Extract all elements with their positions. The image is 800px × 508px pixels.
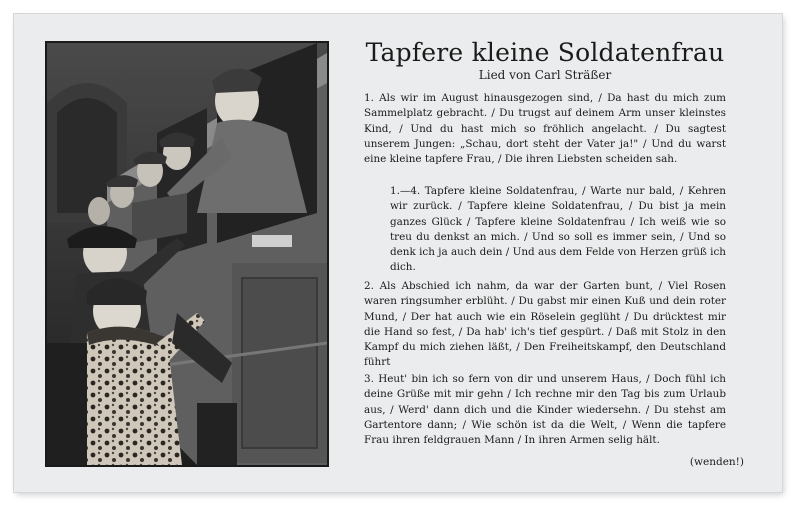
verse-3: 3. Heut' bin ich so fern von dir und unserem Haus, / Doch fühl ich deine Grüße mit mir gehn / Ich rechne mir den Tag bis zum Urlaub aus, / Werd' dann dich und die Kinder wiedersehn. / Du stehst am Gartentore dann; / Wie schön ist da die Welt, / Wenn die tapfere Frau ihren feldgrauen Mann / In ihren Armen selig hält. bbox=[364, 373, 726, 447]
song-title: Tapfere kleine Soldatenfrau bbox=[365, 38, 725, 67]
song-subtitle: Lied von Carl Sträßer bbox=[478, 68, 612, 82]
farewell-photo-illustration bbox=[47, 43, 327, 465]
turn-over-note: (wenden!) bbox=[689, 456, 744, 468]
photo-soldiers-farewell bbox=[45, 41, 329, 467]
verse-2: 2. Als Abschied ich nahm, da war der Garten bunt, / Viel Rosen waren ringsumher erblüht. / Du gabst mir einen Kuß und dein roter Mund, / Der hat auch wie ein Röselein geglüht / Du drücktest mir die Hand so fest, / Da hab' ich's tief gespürt. / Daß mit Stolz in den Kampf du mich ziehen läßt, / Den Freiheitskampf, den Deutschland führt bbox=[364, 280, 726, 369]
refrain: 1.—4. Tapfere kleine Soldatenfrau, / Warte nur bald, / Kehren wir zurück. / Tapfere kleine Soldatenfrau, / Du bist ja mein ganzes Glück / Tapfere kleine Soldatenfrau / Ich weiß wie so treu du denkst an mich. / Und so soll es immer sein, / Und so denk ich ja auch dein / Und aus dem Felde von Herzen grüß ich dich. bbox=[390, 185, 726, 274]
verse-1: 1. Als wir im August hinausgezogen sind, / Da hast du mich zum Sammelplatz gebracht. / Du trugst auf deinem Arm unser kleinstes Kind, / Und du hast mich so fröhlich angelacht. / Du sagtest unserem Jungen: „Schau, dort steht der Vater ja!" / Und du warst eine kleine tapfere Frau, / Die ihren Liebsten scheiden sah. bbox=[364, 92, 726, 166]
